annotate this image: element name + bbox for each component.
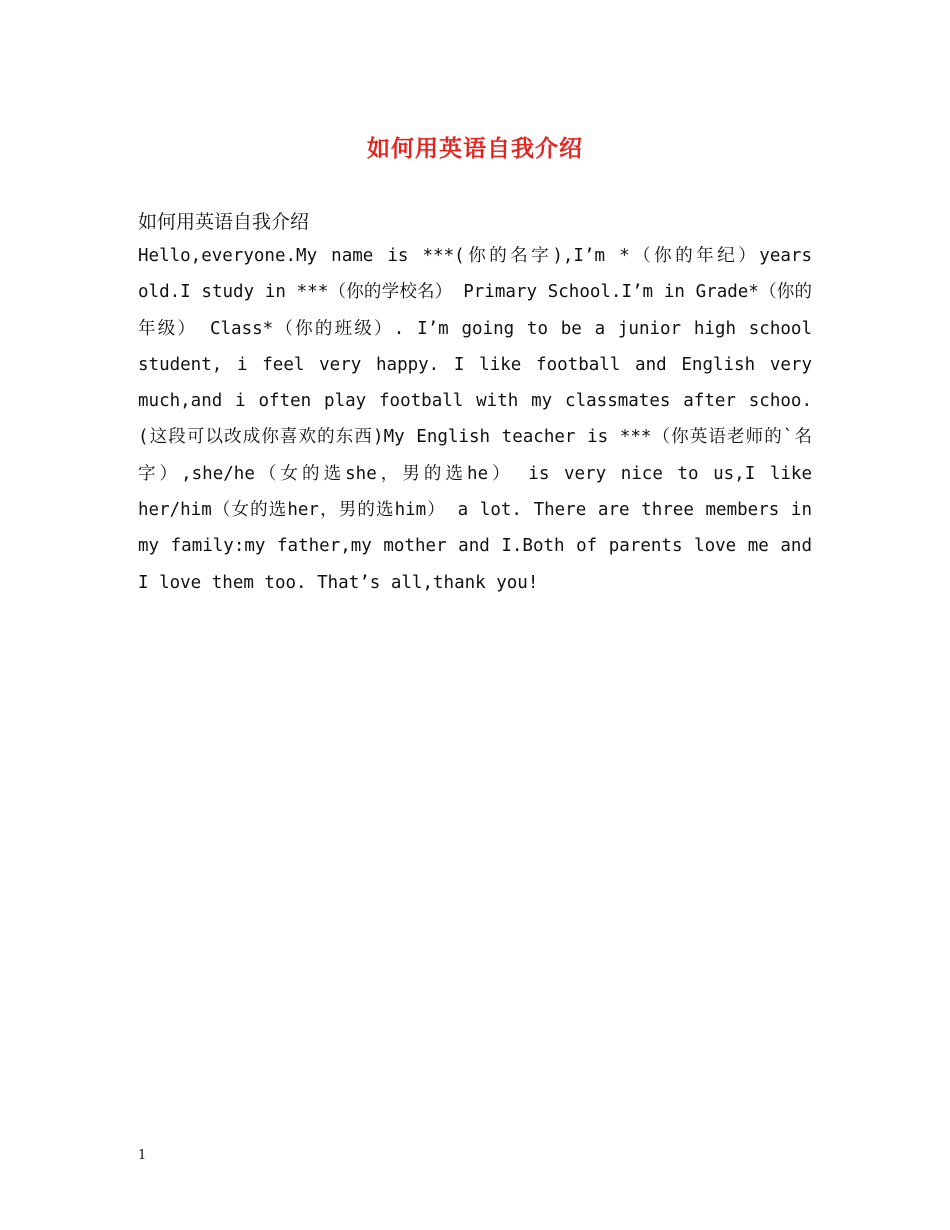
document-title: 如何用英语自我介绍: [367, 135, 583, 162]
body-paragraph: Hello,everyone.My name is ***(你的名字),I’m *（你的年纪）years old.I study in ***（你的学校名） Primary School.I’m in Grade*（你的年级） Class*（你的班级）. I’m going to be a junior high school student, i feel very happy. I like football and English very much,and i often play football with my classmates after schoo.(这段可以改成你喜欢的东西)My English teacher is ***（你英语老师的`名字）,she/he（女的选she，男的选he） is very nice to us,I like her/him（女的选her，男的选him） a lot. There are three members in my family:my father,my mother and I.Both of parents love me and I love them too. That’s all,thank you!: [138, 246, 812, 593]
body-heading: 如何用英语自我介绍: [138, 211, 310, 233]
page-number: 1: [138, 1148, 147, 1163]
